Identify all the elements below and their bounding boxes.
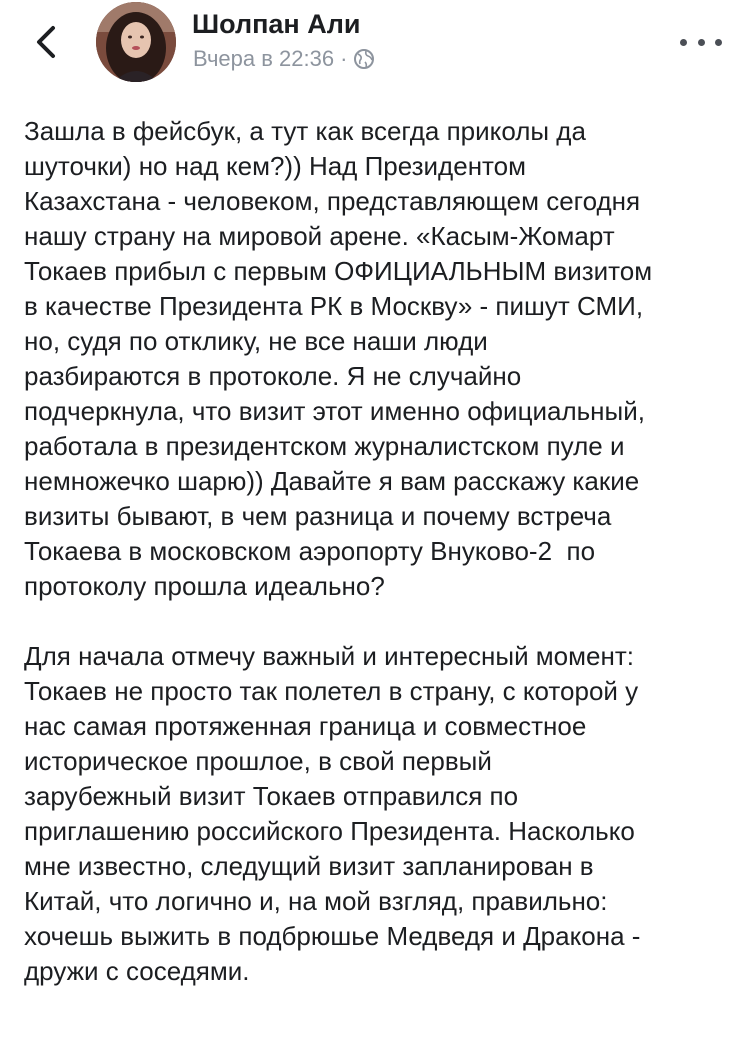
more-dot-icon bbox=[698, 39, 705, 46]
post-body bbox=[24, 114, 739, 989]
post-line: в качестве Президента РК в Москву» - пишут СМИ, bbox=[24, 291, 644, 321]
post-line: мне известно, следущий визит запланирован в bbox=[24, 851, 594, 881]
post-header bbox=[0, 0, 750, 96]
post-paragraph-2 bbox=[24, 639, 739, 989]
post-line: Казахстана - человеком, представляющем сегодня bbox=[24, 186, 641, 216]
post-line: Зашла в фейсбук, а тут как всегда приколы да bbox=[24, 116, 586, 146]
globe-icon bbox=[353, 48, 375, 70]
avatar[interactable] bbox=[96, 2, 176, 82]
more-dot-icon bbox=[680, 39, 687, 46]
paragraph-gap bbox=[24, 604, 739, 639]
post-line: зарубежный визит Токаев отправился по bbox=[24, 781, 519, 811]
more-dot-icon bbox=[715, 39, 722, 46]
post-line: Токаев не просто так полетел в страну, с которой у bbox=[24, 676, 639, 706]
post-line: историческое прошлое, в свой первый bbox=[24, 746, 492, 776]
post-line: нашу страну на мировой арене. «Касым-Жомарт bbox=[24, 221, 615, 251]
post-line: Для начала отмечу важный и интересный момент: bbox=[24, 641, 634, 671]
post-line: подчеркнула, что визит этот именно официальный, bbox=[24, 396, 645, 426]
post-line: но, судя по отклику, не все наши люди bbox=[24, 326, 488, 356]
post-line: Токаева в московском аэропорту Внуково-2 по bbox=[24, 536, 596, 566]
avatar-image bbox=[96, 2, 176, 82]
meta-separator: · bbox=[340, 46, 348, 71]
post-line: протоколу прошла идеально? bbox=[24, 571, 385, 601]
post-line: Токаев прибыл с первым ОФИЦИАЛЬНЫМ визитом bbox=[24, 256, 653, 286]
post-line: немножечко шарю)) Давайте я вам расскажу какие bbox=[24, 466, 640, 496]
back-button[interactable] bbox=[26, 20, 66, 64]
post-line: нас самая протяженная граница и совместное bbox=[24, 711, 587, 741]
post-line: приглашению российского Президента. Насколько bbox=[24, 816, 635, 846]
post-paragraph-1 bbox=[24, 114, 739, 604]
post-line: Китай, что логично и, на мой взгляд, правильно: bbox=[24, 886, 608, 916]
post-line: дружи с соседями. bbox=[24, 956, 250, 986]
post-line: работала в президентском журналистском пуле и bbox=[24, 431, 625, 461]
post-line: визиты бывают, в чем разница и почему встреча bbox=[24, 501, 612, 531]
post-meta bbox=[193, 44, 375, 74]
chevron-left-icon bbox=[35, 25, 57, 59]
post-timestamp[interactable]: Вчера в 22:36 bbox=[193, 46, 335, 71]
post-line: шуточки) но над кем?)) Над Президентом bbox=[24, 151, 526, 181]
post-line: хочешь выжить в подбрюшье Медведя и Дракона - bbox=[24, 921, 641, 951]
author-name[interactable]: Шолпан Али bbox=[192, 9, 361, 39]
more-options-button[interactable] bbox=[680, 30, 722, 54]
post-line: разбираются в протоколе. Я не случайно bbox=[24, 361, 522, 391]
